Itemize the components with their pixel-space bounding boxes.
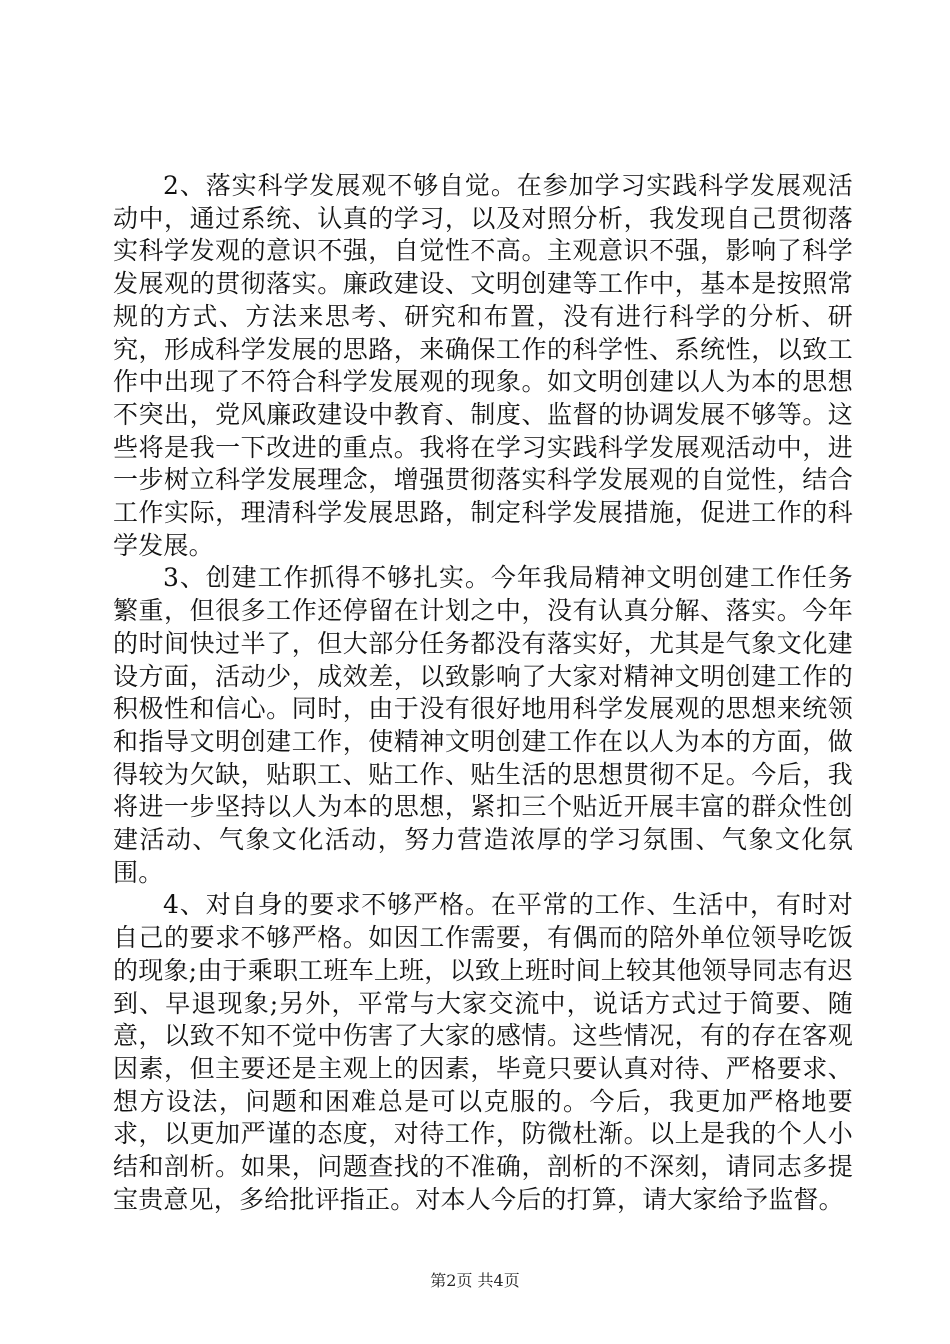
paragraph-point-2: 2、落实科学发展观不够自觉。在参加学习实践科学发展观活动中，通过系统、认真的学习，以及对照分析，我发现自己贯彻落实科学发观的意识不强，自觉性不高。主观意识不强，影响了科学发展观的贯彻落实。廉政建设、文明创建等工作中，基本是按照常规的方式、方法来思考、研究和布置，没有进行科学的分析、研究，形成科学发展的思路，来确保工作的科学性、系统性，以致工作中出现了不符合科学发展观的现象。如文明创建以人为本的思想不突出，党风廉政建设中教育、制度、监督的协调发展不够等。这些将是我一下改进的重点。我将在学习实践科学发展观活动中，进一步树立科学发展理念，增强贯彻落实科学发展观的自觉性，结合工作实际，理清科学发展思路，制定科学发展措施，促进工作的科学发展。: [113, 171, 853, 560]
document-body: [113, 170, 853, 1217]
page-number-footer: 第2页 共4页: [430, 1271, 520, 1290]
paragraph-point-4: 4、对自身的要求不够严格。在平常的工作、生活中，有时对自己的要求不够严格。如因工作需要，有偶而的陪外单位领导吃饭的现象;由于乘职工班车上班，以致上班时间上较其他领导同志有迟到、早退现象;另外，平常与大家交流中，说话方式过于简要、随意，以致不知不觉中伤害了大家的感情。这些情况，有的存在客观因素，但主要还是主观上的因素，毕竟只要认真对待、严格要求、想方设法，问题和困难总是可以克服的。今后，我更加严格地要求，以更加严谨的态度，对待工作，防微杜渐。以上是我的个人小结和剖析。如果，问题查找的不准确，剖析的不深刻，请同志多提宝贵意见，多给批评指正。对本人今后的打算，请大家给予监督。: [113, 890, 853, 1214]
paragraph-point-3: 3、创建工作抓得不够扎实。今年我局精神文明创建工作任务繁重，但很多工作还停留在计划之中，没有认真分解、落实。今年的时间快过半了，但大部分任务都没有落实好，尤其是气象文化建设方面，活动少，成效差，以致影响了大家对精神文明创建工作的积极性和信心。同时，由于没有很好地用科学发展观的思想来统领和指导文明创建工作，使精神文明创建工作在以人为本的方面，做得较为欠缺，贴职工、贴工作、贴生活的思想贯彻不足。今后，我将进一步坚持以人为本的思想，紧扣三个贴近开展丰富的群众性创建活动、气象文化活动，努力营造浓厚的学习氛围、气象文化氛围。: [113, 563, 853, 887]
